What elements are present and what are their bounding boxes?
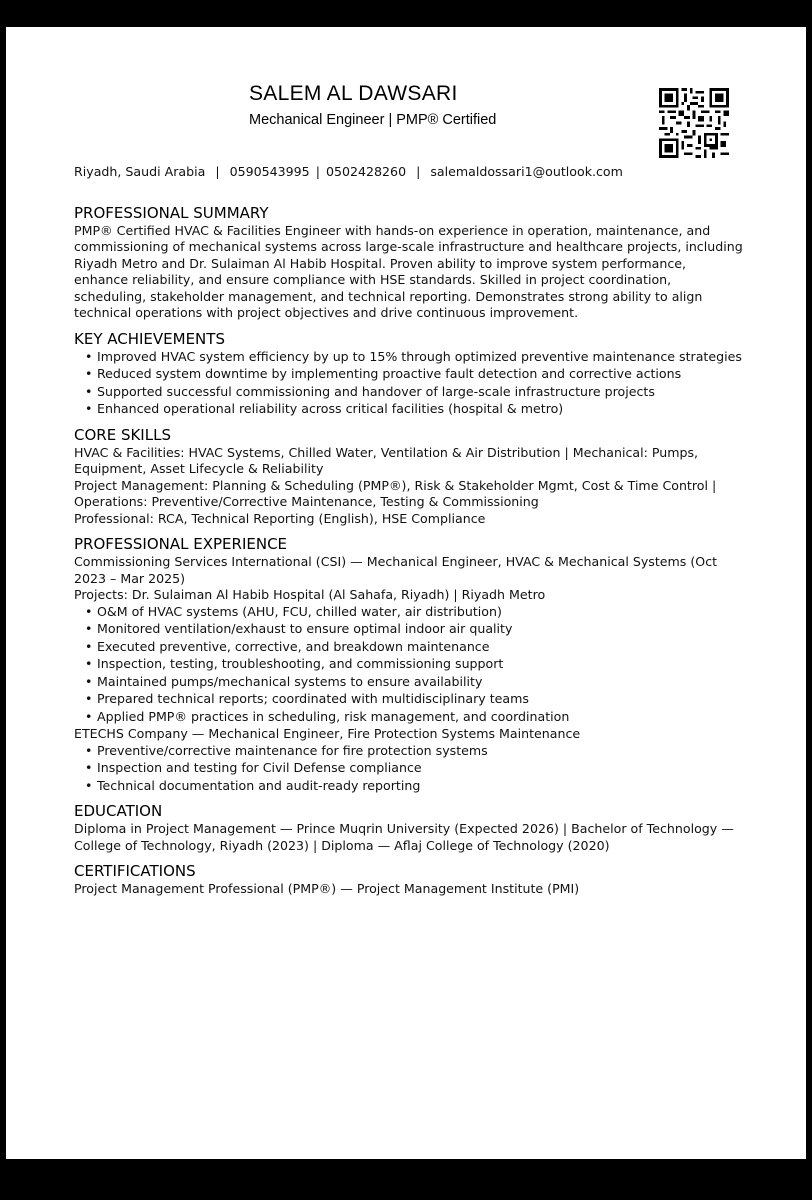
list-item: • Inspection and testing for Civil Defense compliance [85, 760, 744, 777]
achievements-list [74, 349, 744, 418]
list-item: • Monitored ventilation/exhaust to ensure optimal indoor air quality [85, 621, 744, 638]
summary-text: PMP® Certified HVAC & Facilities Engineer with hands-on experience in operation, maintenance, and commissioning of mechanical systems across large-scale infrastructure and healthcare projects, including Riyadh Metro and Dr. Sulaiman Al Habib Hospital. Proven ability to improve system performance, enhance reliability, and ensure compliance with HSE standards. Skilled in project coordination, scheduling, stakeholder management, and technical reporting. Demonstrates strong ability to align technical operations with project objectives and drive continuous improvement. [74, 222, 743, 320]
certifications-heading: CERTIFICATIONS [74, 862, 196, 880]
list-item: • Maintained pumps/mechanical systems to ensure availability [85, 674, 744, 691]
job-title: Commissioning Services International (CSI) — Mechanical Engineer, HVAC & Mechanical Systems (Oct 2023 – Mar 2025) [74, 554, 718, 586]
list-item: • Improved HVAC system efficiency by up to 15% through optimized preventive maintenance strategies [85, 349, 744, 366]
list-item: • Supported successful commissioning and handover of large-scale infrastructure projects [85, 384, 744, 401]
skills-heading: CORE SKILLS [74, 425, 171, 444]
resume-content [74, 164, 744, 898]
list-item: • Technical documentation and audit-ready reporting [85, 778, 744, 795]
job-title: ETECHS Company — Mechanical Engineer, Fire Protection Systems Maintenance [74, 726, 581, 741]
qr-code-icon [659, 88, 729, 158]
list-item: • Reduced system downtime by implementing proactive fault detection and corrective actions [85, 366, 744, 383]
experience-heading: PROFESSIONAL EXPERIENCE [74, 535, 288, 553]
summary-heading: PROFESSIONAL SUMMARY [74, 203, 269, 222]
contact-line: Riyadh, Saudi Arabia | 0590543995 | 0502428260 | salemaldossari1@outlook.com [74, 164, 623, 179]
list-item: • O&M of HVAC systems (AHU, FCU, chilled water, air distribution) [85, 604, 744, 621]
education-text: Diploma in Project Management — Prince Muqrin University (Expected 2026) | Bachelor of Technology — College of Technology, Riyadh (2023) | Diploma — Aflaj College of Technology (2020) [74, 821, 734, 853]
certifications-text: Project Management Professional (PMP®) — Project Management Institute (PMI) [74, 881, 580, 896]
job-projects: Projects: Dr. Sulaiman Al Habib Hospital (Al Sahafa, Riyadh) | Riyadh Metro [74, 587, 546, 602]
candidate-name: SALEM AL DAWSARI [249, 82, 458, 105]
skills-line: Project Management: Planning & Scheduling (PMP®), Risk & Stakeholder Mgmt, Cost & Time Control | Operations: Preventive/Corrective Maintenance, Testing & Commissioning [74, 477, 717, 509]
achievements-heading: KEY ACHIEVEMENTS [74, 329, 225, 348]
contact-phone-1: 0590543995 [229, 164, 310, 179]
candidate-title: Mechanical Engineer | PMP® Certified [249, 112, 497, 128]
job-duties-list [74, 743, 744, 795]
list-item: • Executed preventive, corrective, and breakdown maintenance [85, 639, 744, 656]
contact-phone-2: 0502428260 [325, 164, 407, 179]
list-item: • Applied PMP® practices in scheduling, risk management, and coordination [85, 709, 744, 726]
resume-page [6, 27, 806, 1159]
contact-email: salemaldossari1@outlook.com [430, 164, 623, 179]
job-duties-list [74, 604, 744, 726]
skills-line: HVAC & Facilities: HVAC Systems, Chilled Water, Ventilation & Air Distribution | Mechanical: Pumps, Equipment, Asset Lifecycle & Reliability [74, 444, 699, 476]
list-item: • Enhanced operational reliability across critical facilities (hospital & metro) [85, 401, 744, 418]
skills-line: Professional: RCA, Technical Reporting (English), HSE Compliance [74, 510, 486, 526]
education-heading: EDUCATION [74, 802, 163, 820]
list-item: • Inspection, testing, troubleshooting, and commissioning support [85, 656, 744, 673]
list-item: • Preventive/corrective maintenance for fire protection systems [85, 743, 744, 760]
list-item: • Prepared technical reports; coordinated with multidisciplinary teams [85, 691, 744, 708]
contact-location: Riyadh, Saudi Arabia [74, 164, 206, 179]
